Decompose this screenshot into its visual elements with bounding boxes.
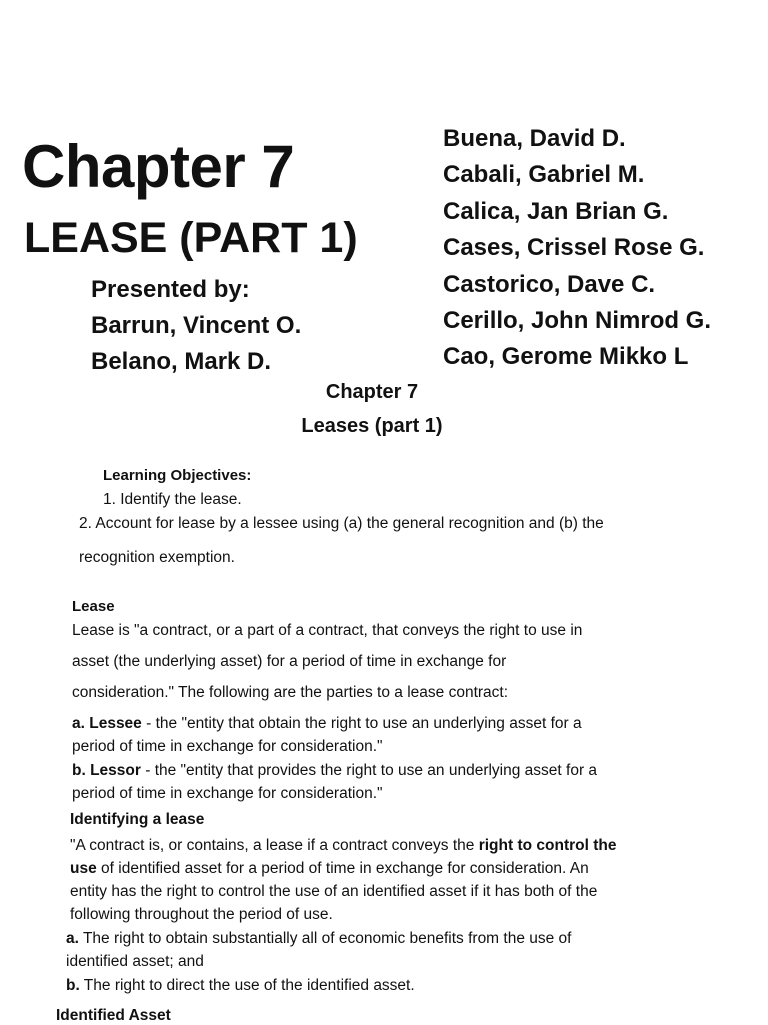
lease-heading: Lease [72,598,115,615]
condition-a [66,927,571,950]
identifying-paragraph-line: following throughout the period of use. [70,906,333,923]
identifying-paragraph-line [70,857,589,880]
presenter-name: Buena, David D. [443,125,626,152]
identifying-text: of identified asset for a period of time in exchange for consideration. An [96,860,589,877]
identifying-paragraph-line [70,834,616,857]
condition-a-label: a. [66,930,79,947]
presenter-name: Cerillo, John Nimrod G. [443,307,712,335]
lessee-definition [72,712,582,735]
lessee-definition-continuation: period of time in exchange for consideration." [72,738,383,755]
lessee-label: a. Lessee [72,715,142,732]
presenter-name: Castorico, Dave C. [443,270,656,298]
lease-definition-line: asset (the underlying asset) for a period of time in exchange for [72,653,507,670]
presenter-name: Cao, Gerome Mikko L [443,343,689,371]
objective-item-2-continuation: recognition exemption. [79,549,235,566]
identifying-paragraph-line: entity has the right to control the use of an identified asset if it has both of the [70,883,598,900]
condition-b-text: The right to direct the use of the identified asset. [79,977,415,994]
presenter-list-right [443,121,711,376]
identifying-emphasis: use [70,860,97,877]
lessor-label: b. Lessor [72,762,141,779]
chapter-title: Chapter 7 [22,133,295,200]
section-title-heading: Leases (part 1) [301,415,443,437]
lessor-definition-continuation: period of time in exchange for consideration." [72,785,383,802]
identifying-text: "A contract is, or contains, a lease if a contract conveys the [70,837,479,854]
identifying-lease-heading: Identifying a lease [70,811,205,828]
condition-b [66,974,415,997]
presenter-name: Calica, Jan Brian G. [443,197,669,225]
presenter-list-left [91,308,301,380]
presenter-name: Belano, Mark D. [91,348,272,375]
identifying-emphasis: right to control the [478,837,617,854]
condition-b-label: b. [66,977,80,994]
identified-asset-heading: Identified Asset [56,1007,171,1024]
presented-by-label: Presented by: [91,276,250,303]
presenter-name: Cabali, Gabriel M. [443,161,645,189]
lessor-text: - the "entity that provides the right to use an underlying asset for a [140,762,598,779]
lease-title: LEASE (PART 1) [24,214,358,262]
lease-definition-line: Lease is "a contract, or a part of a contract, that conveys the right to use in [72,622,583,639]
presenter-name: Barrun, Vincent O. [91,312,302,339]
lessee-text: - the "entity that obtain the right to use an underlying asset for a [141,715,582,732]
lessor-definition [72,759,597,782]
learning-objectives-label: Learning Objectives: [103,467,252,484]
condition-a-continuation: identified asset; and [66,953,204,970]
presenter-name: Cases, Crissel Rose G. [443,234,705,262]
objective-item-1: 1. Identify the lease. [103,491,242,508]
condition-a-text: The right to obtain substantially all of economic benefits from the use of [78,930,572,947]
section-chapter-heading: Chapter 7 [325,381,419,403]
lease-definition-line: consideration." The following are the parties to a lease contract: [72,684,509,701]
objective-item-2: 2. Account for lease by a lessee using (a) the general recognition and (b) the [79,515,604,532]
